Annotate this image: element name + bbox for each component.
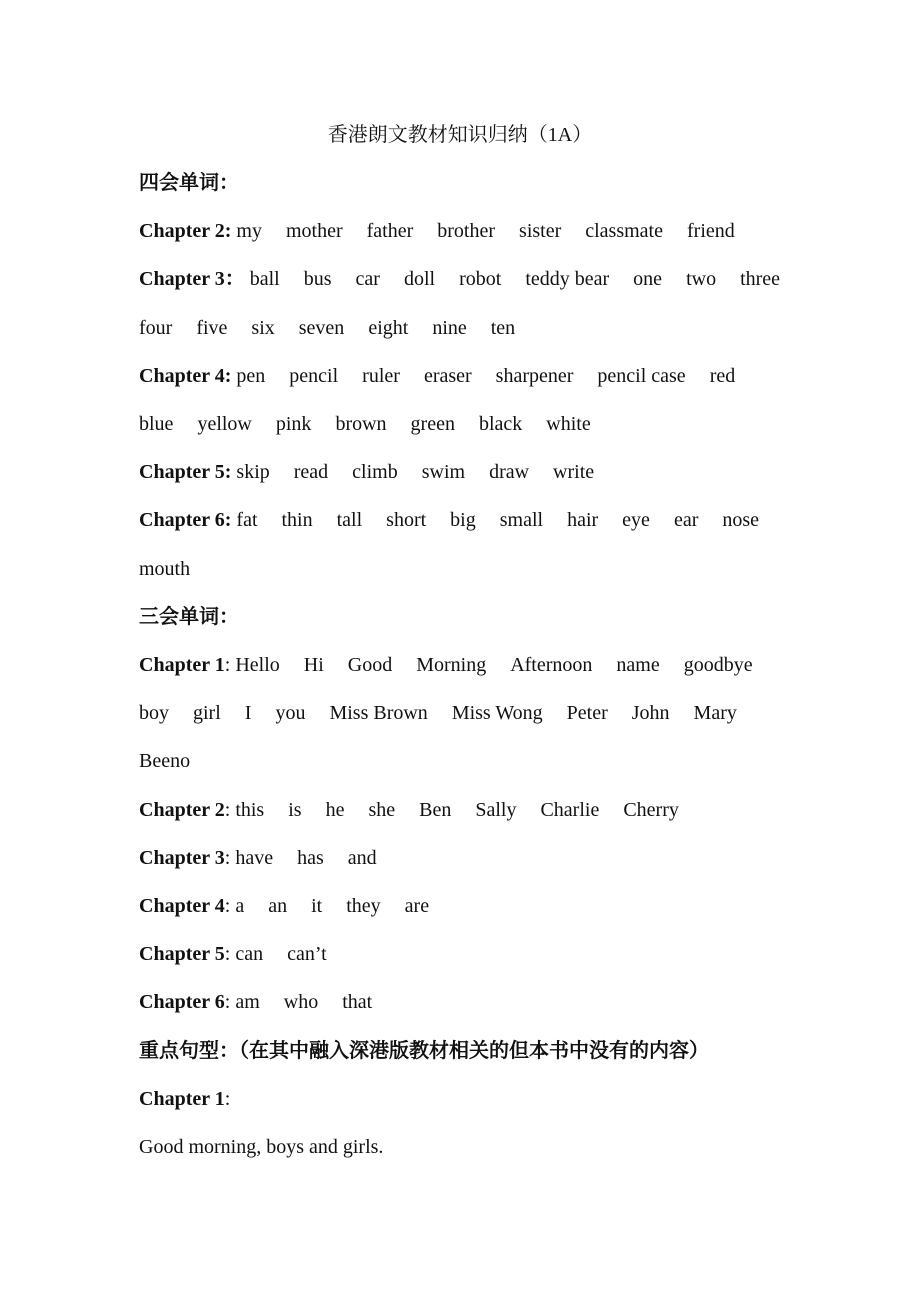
vocab-line <box>139 409 839 439</box>
vocab-word: green <box>410 413 455 435</box>
vocab-word: Miss Wong <box>451 702 543 725</box>
vocab-word: that <box>342 991 373 1014</box>
vocab-word: classmate <box>585 220 663 243</box>
vocab-word: swim <box>421 461 466 484</box>
section-heading-three-skill: 三会单词： <box>139 605 239 628</box>
chapter-label: Chapter 2 <box>139 798 225 821</box>
vocab-word: draw <box>489 461 530 484</box>
vocab-word: name <box>616 654 660 676</box>
vocab-word: are <box>404 895 430 917</box>
vocab-word: tall <box>336 509 363 532</box>
vocab-word: Cherry <box>623 798 679 821</box>
chapter-label: Chapter 6: <box>139 509 232 532</box>
chapter-label: Chapter 2: <box>139 220 232 243</box>
vocab-line <box>139 264 839 294</box>
vocab-word: have <box>235 846 274 869</box>
vocab-line <box>139 746 839 776</box>
vocab-word: Afternoon <box>510 654 593 676</box>
vocab-word: five <box>196 316 228 339</box>
vocab-word: who <box>283 991 319 1014</box>
vocab-word: one <box>633 268 663 291</box>
vocab-word: you <box>275 702 306 725</box>
vocab-word: eraser <box>423 364 472 387</box>
vocab-line <box>139 795 839 825</box>
vocab-word: Hi <box>303 654 324 676</box>
vocab-line <box>139 361 839 391</box>
vocab-word: car <box>355 268 380 291</box>
vocab-word: doll <box>403 268 436 291</box>
vocab-word: climb <box>352 461 398 484</box>
vocab-word: six <box>251 316 275 339</box>
vocab-line <box>139 313 839 343</box>
vocab-line <box>139 987 839 1017</box>
vocab-word: I <box>244 702 252 725</box>
vocab-line <box>139 843 839 873</box>
vocab-word: skip <box>236 461 270 484</box>
vocab-word: my <box>236 220 262 243</box>
vocab-word: write <box>553 461 595 484</box>
vocab-word: goodbye <box>683 654 753 676</box>
chapter-separator: : <box>224 991 231 1014</box>
vocab-word: Morning <box>416 654 487 676</box>
vocab-word: girl <box>193 702 221 725</box>
vocab-word: father <box>366 220 414 243</box>
chapter-label: Chapter 3： <box>139 268 245 291</box>
chapter-separator: : <box>224 798 231 821</box>
vocab-word: mouth <box>139 557 191 580</box>
vocab-word: bus <box>303 268 332 291</box>
vocab-word: white <box>546 413 591 435</box>
vocab-word: two <box>686 268 717 291</box>
vocab-word: has <box>297 846 324 869</box>
chapter-label: Chapter 1 <box>139 654 225 676</box>
section-heading-sentences: 重点句型：（在其中融入深港版教材相关的但本书中没有的内容） <box>139 1039 709 1062</box>
vocab-line <box>139 939 839 969</box>
page-title: 香港朗文教材知识归纳（1A） <box>327 124 593 146</box>
vocab-line <box>139 216 839 246</box>
vocab-word: sharpener <box>495 364 574 387</box>
vocab-word: ten <box>490 316 516 339</box>
vocab-word: it <box>311 895 323 917</box>
vocab-line <box>139 457 839 487</box>
vocab-line <box>139 554 839 584</box>
vocab-word: ball <box>249 268 280 291</box>
vocab-line <box>139 891 839 921</box>
vocab-word: Sally <box>475 798 517 821</box>
vocab-word: he <box>325 798 345 821</box>
vocab-word: yellow <box>197 413 252 435</box>
vocab-word: eye <box>622 509 650 532</box>
vocab-word: this <box>235 798 265 821</box>
vocab-word: can’t <box>287 943 327 966</box>
vocab-word: John <box>631 702 670 725</box>
vocab-word: Hello <box>235 654 280 676</box>
vocab-word: friend <box>687 220 735 243</box>
vocab-word: thin <box>281 509 313 532</box>
vocab-word: eight <box>368 316 409 339</box>
vocab-word: blue <box>139 413 174 435</box>
chapter-label: Chapter 5 <box>139 943 225 966</box>
vocab-word: Ben <box>419 798 452 821</box>
chapter-separator: : <box>224 654 231 676</box>
vocab-word: seven <box>298 316 345 339</box>
chapter-label: Chapter 3 <box>139 846 225 869</box>
vocab-word: black <box>478 413 523 435</box>
vocab-word: Miss Brown <box>329 702 428 725</box>
vocab-word: a <box>235 895 245 917</box>
vocab-word: robot <box>459 268 502 291</box>
vocab-word: three <box>740 268 781 291</box>
vocab-line <box>139 698 839 728</box>
vocab-word: mother <box>285 220 343 243</box>
chapter-label: Chapter 1 <box>139 1087 225 1110</box>
vocab-word: can <box>235 943 264 966</box>
chapter-label: Chapter 6 <box>139 991 225 1014</box>
vocab-word: brother <box>437 220 496 243</box>
vocab-word: teddy bear <box>525 268 610 291</box>
vocab-line <box>139 650 839 680</box>
vocab-word: and <box>347 846 377 869</box>
section-heading-four-skill: 四会单词： <box>139 172 239 194</box>
vocab-word: brown <box>335 413 387 435</box>
chapter-separator: : <box>224 943 231 966</box>
vocab-word: pink <box>275 413 312 435</box>
chapter-separator: : <box>224 1087 231 1110</box>
vocab-word: big <box>450 509 476 532</box>
vocab-word: they <box>346 895 381 917</box>
vocab-word: ear <box>673 509 699 532</box>
vocab-word: Peter <box>566 702 608 725</box>
vocab-word: hair <box>567 509 599 532</box>
vocab-word: am <box>235 991 260 1014</box>
chapter-separator: : <box>224 846 231 869</box>
chapter-label: Chapter 4: <box>139 364 232 387</box>
vocab-word: small <box>499 509 544 532</box>
vocab-word: Good <box>347 654 393 676</box>
chapter-label: Chapter 4 <box>139 895 225 917</box>
vocab-word: read <box>293 461 329 484</box>
vocab-word: she <box>368 798 396 821</box>
vocab-word: boy <box>139 702 169 725</box>
vocab-word: Beeno <box>139 750 191 773</box>
sentence-line: Good morning, boys and girls. <box>139 1136 384 1158</box>
sentence-chapter-line <box>139 1084 839 1114</box>
vocab-line <box>139 505 839 535</box>
chapter-label: Chapter 5: <box>139 461 232 484</box>
vocab-word: an <box>268 895 288 917</box>
vocab-word: nose <box>722 509 760 532</box>
vocab-word: pencil case <box>597 364 686 387</box>
vocab-word: fat <box>236 509 258 532</box>
chapter-separator: : <box>224 895 231 917</box>
vocab-word: pencil <box>289 364 339 387</box>
vocab-word: nine <box>432 316 467 339</box>
vocab-word: is <box>288 798 302 821</box>
vocab-word: Mary <box>693 702 737 725</box>
vocab-word: four <box>139 316 173 339</box>
vocab-word: sister <box>519 220 562 243</box>
vocab-word: short <box>386 509 427 532</box>
vocab-word: red <box>709 364 736 387</box>
vocab-word: Charlie <box>540 798 600 821</box>
vocab-word: ruler <box>362 364 400 387</box>
vocab-word: pen <box>236 364 266 387</box>
